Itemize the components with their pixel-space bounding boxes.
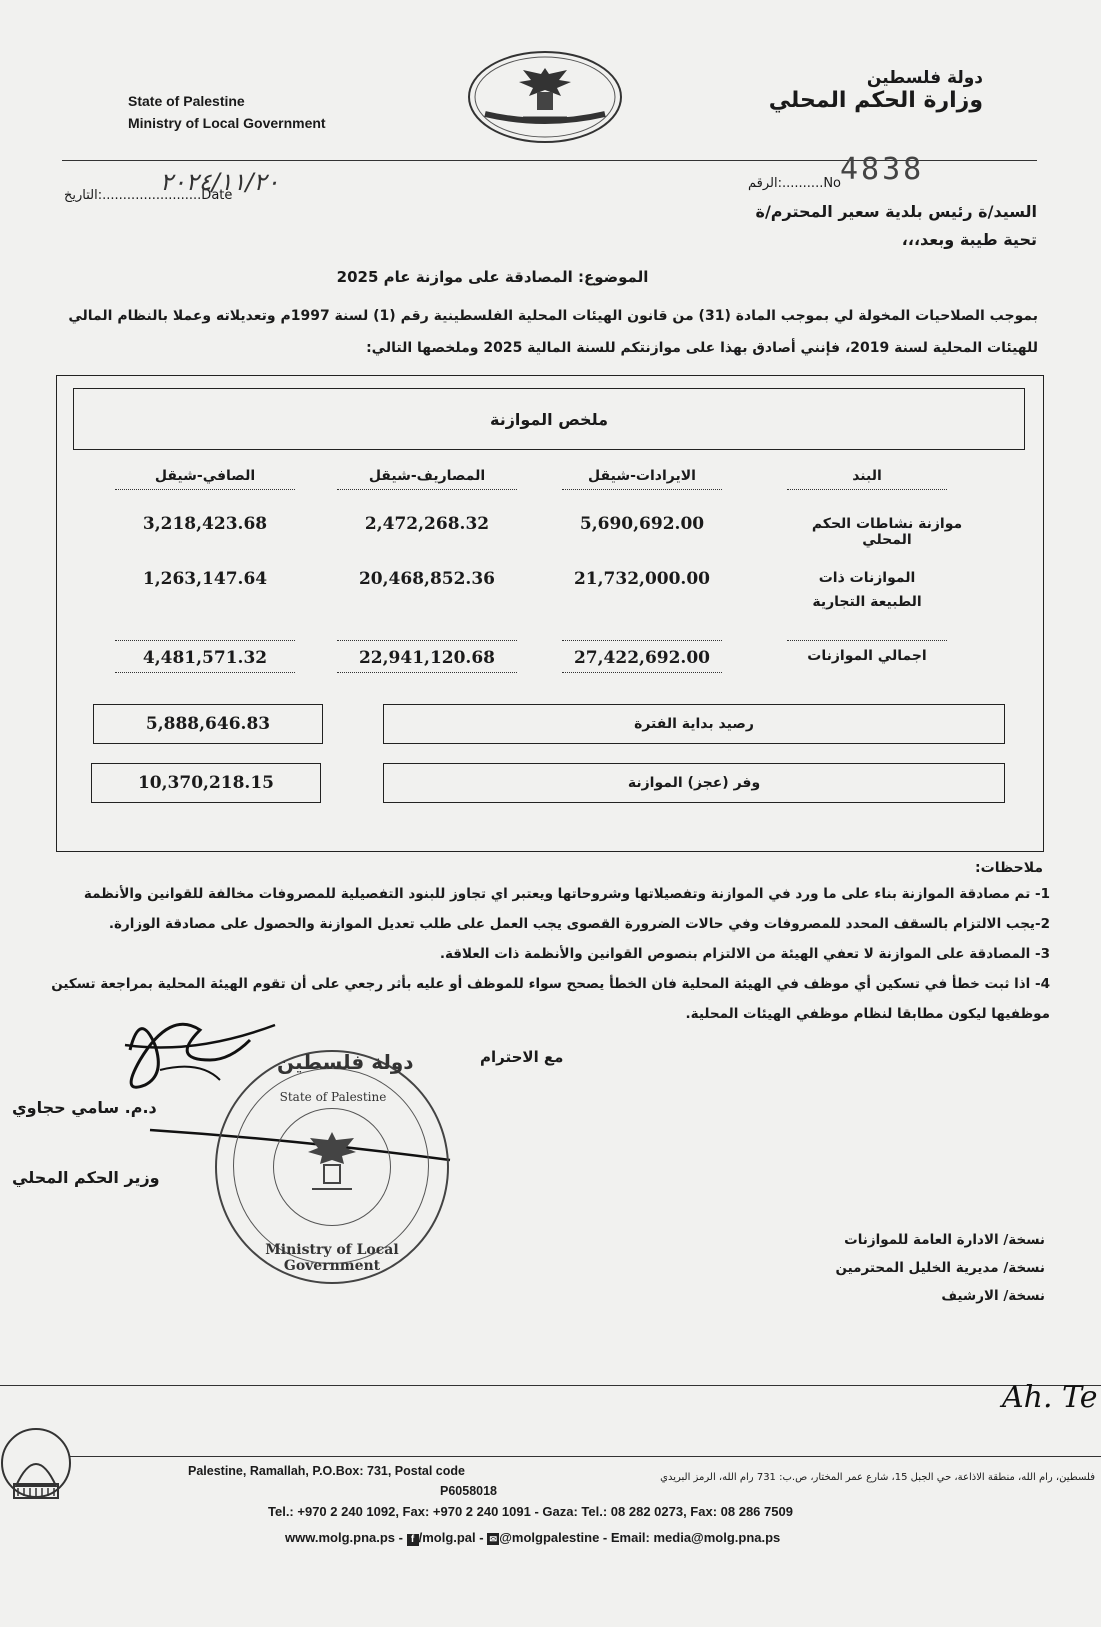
total-separator-expenses (337, 640, 517, 641)
budget-summary-table (56, 375, 1044, 852)
subject: الموضوع: المصادقة على موازنة عام 2025 (336, 268, 649, 286)
table-row-2-net: 1,263,147.64 (142, 569, 268, 589)
notes-heading: ملاحظات: (975, 860, 1043, 876)
table-row-2-item: الموازنات ذات الطبيعة التجارية (812, 570, 922, 610)
letterhead-en-line2: Ministry of Local Government (128, 115, 326, 131)
note-3: 3- المصادقة على الموازنة لا تعفي الهيئة من الالتزام بنصوص القوانين والأنظمة ذات العلاقة. (439, 946, 1050, 962)
header-expenses-underline (337, 489, 517, 490)
table-total-expenses: 22,941,120.68 (358, 648, 496, 668)
recipient: السيد/ة رئيس بلدية سعير المحترم/ة (755, 202, 1037, 221)
copy-2: نسخة/ مديرية الخليل المحترمين (835, 1260, 1045, 1276)
table-title: ملخص الموازنة (489, 409, 609, 429)
table-row-1-expenses: 2,472,268.32 (364, 514, 490, 534)
surplus-value-box (91, 763, 321, 803)
copy-3: نسخة/ الارشيف (941, 1288, 1045, 1304)
footer-address-en: Palestine, Ramallah, P.O.Box: 731, Postal code (188, 1464, 465, 1478)
copy-1: نسخة/ الادارة العامة للموازنات (844, 1232, 1045, 1248)
footer-address-ar: فلسطين، رام الله، منطقة الاذاعة، حي الجبل 15، شارع عمر المختار، ص.ب: 731 رام الله، الرمز البريدي (660, 1472, 1095, 1483)
letterhead-ar-line2: وزارة الحكم المحلي (768, 88, 983, 113)
letterhead-ar (769, 68, 983, 113)
header-item-underline (787, 489, 947, 490)
opening-balance-value: 5,888,646.83 (145, 714, 271, 734)
header-item: البند (852, 468, 882, 484)
facebook-icon: f (407, 1534, 419, 1546)
table-row-1-revenue: 5,690,692.00 (579, 514, 705, 534)
footer-web-link[interactable]: www.molg.pna.ps - (285, 1530, 403, 1545)
total-underline-net (115, 672, 295, 673)
table-total-revenue: 27,422,692.00 (573, 648, 711, 668)
initials: Ah. Te (1002, 1380, 1098, 1415)
letterhead-en-line1: State of Palestine (128, 93, 245, 109)
header-expenses: المصاريف-شيقل (368, 468, 486, 484)
total-separator-net (115, 640, 295, 641)
header-revenue-underline (562, 489, 722, 490)
signatory-title: وزير الحكم المحلي (12, 1168, 160, 1187)
table-row-1-net: 3,218,423.68 (142, 514, 268, 534)
date-label: التاريخ:........................Date (64, 188, 233, 203)
footer-phones: Tel.: +970 2 240 1092, Fax: +970 2 240 1091 - Gaza: Tel.: 08 282 0273, Fax: 08 286 7509 (268, 1504, 793, 1519)
opening-balance-label: رصيد بداية الفترة (634, 716, 754, 732)
note-1: 1- تم مصادقة الموازنة بناء على ما ورد في الموازنة وتفصيلاتها وشروحاتها ويعتبر اي تجاوز للبنود التفصيلية للمصروفات مخالفة للقوانين والأنظمة (83, 886, 1050, 902)
number-label: الرقم:..........No (748, 176, 842, 191)
total-underline-revenue (562, 672, 722, 673)
letterhead-ar-line1: دولة فلسطين (866, 68, 983, 88)
stamp-outer-en: Ministry of Local Government (265, 1242, 399, 1274)
note-4: 4- اذا ثبت خطأ في تسكين أي موظف في الهيئة المحلية فان الخطأ يصحح سواء للموظف أو عليه بأثر رجعي على أن تقوم الهيئة المحلية بمراجعة تسكين (51, 976, 1050, 992)
opening-balance-label-box (383, 704, 1005, 744)
total-separator-item (787, 640, 947, 641)
footer-postal-code: P6058018 (440, 1484, 498, 1498)
note-2: 2-يجب الالتزام بالسقف المحدد للمصروفات وفي حالات الضرورة القصوى يجب العمل على طلب تعديل الموازنة والحصول على مصادقة الوزارة. (108, 916, 1050, 932)
footer-twitter-email[interactable]: @molgpalestine - Email: media@molg.pna.ps (499, 1530, 781, 1545)
table-title-box (73, 388, 1025, 450)
letterhead-en (128, 90, 326, 134)
jerusalem-logo-icon (0, 1408, 72, 1518)
signatory-name: د.م. سامي حجاوي (12, 1098, 157, 1117)
closing: مع الاحترام (480, 1048, 564, 1066)
body-line-1: بموجب الصلاحيات المخولة لي بموجب المادة (31) من قانون الهيئات المحلية الفلسطينية رقم (1) لسنة 1997م وتعديلاته وعملا بالنظام المالي (68, 308, 1038, 324)
greeting: تحية طيبة وبعد،،، (901, 230, 1037, 249)
footer-rule (70, 1456, 1101, 1457)
header-revenue: الايرادات-شيقل (588, 468, 696, 484)
eagle-emblem-icon (465, 48, 625, 146)
official-stamp (215, 1050, 449, 1284)
table-row-1-item: موازنة نشاطات الحكم المحلي (811, 516, 963, 548)
date-value: ٢٠٢٤/١١/٢٠ (160, 168, 280, 196)
stamp-inner-en: State of Palestine (279, 1090, 387, 1104)
note-4-continued: موظفيها ليكون مطابقا لنظام موظفي الهيئات المحلية. (685, 1006, 1050, 1022)
header-net-underline (115, 489, 295, 490)
table-total-item: اجمالي الموازنات (807, 648, 927, 664)
table-row-2-revenue: 21,732,000.00 (573, 569, 711, 589)
stamp-outer-ar: دولة فلسطين (277, 1050, 414, 1074)
footer-facebook-link[interactable]: /molg.pal - (418, 1530, 484, 1545)
twitter-icon: ✉ (487, 1533, 499, 1545)
footer-web (285, 1530, 780, 1546)
surplus-value: 10,370,218.15 (137, 773, 275, 793)
total-separator-revenue (562, 640, 722, 641)
number-value: 4838 (840, 152, 925, 187)
body-line-2: للهيئات المحلية لسنة 2019، فإنني أصادق بهذا على موازنتكم للسنة المالية 2025 وملخصها التالي: (366, 340, 1038, 356)
stamp-eagle-icon (302, 1127, 362, 1197)
footer-rule-top (0, 1385, 1101, 1386)
surplus-label: وفر (عجز) الموازنة (627, 775, 761, 791)
header-net: الصافي-شيقل (154, 468, 256, 484)
table-total-net: 4,481,571.32 (142, 648, 268, 668)
table-row-2-expenses: 20,468,852.36 (358, 569, 496, 589)
opening-balance-value-box (93, 704, 323, 744)
surplus-label-box (383, 763, 1005, 803)
total-underline-expenses (337, 672, 517, 673)
